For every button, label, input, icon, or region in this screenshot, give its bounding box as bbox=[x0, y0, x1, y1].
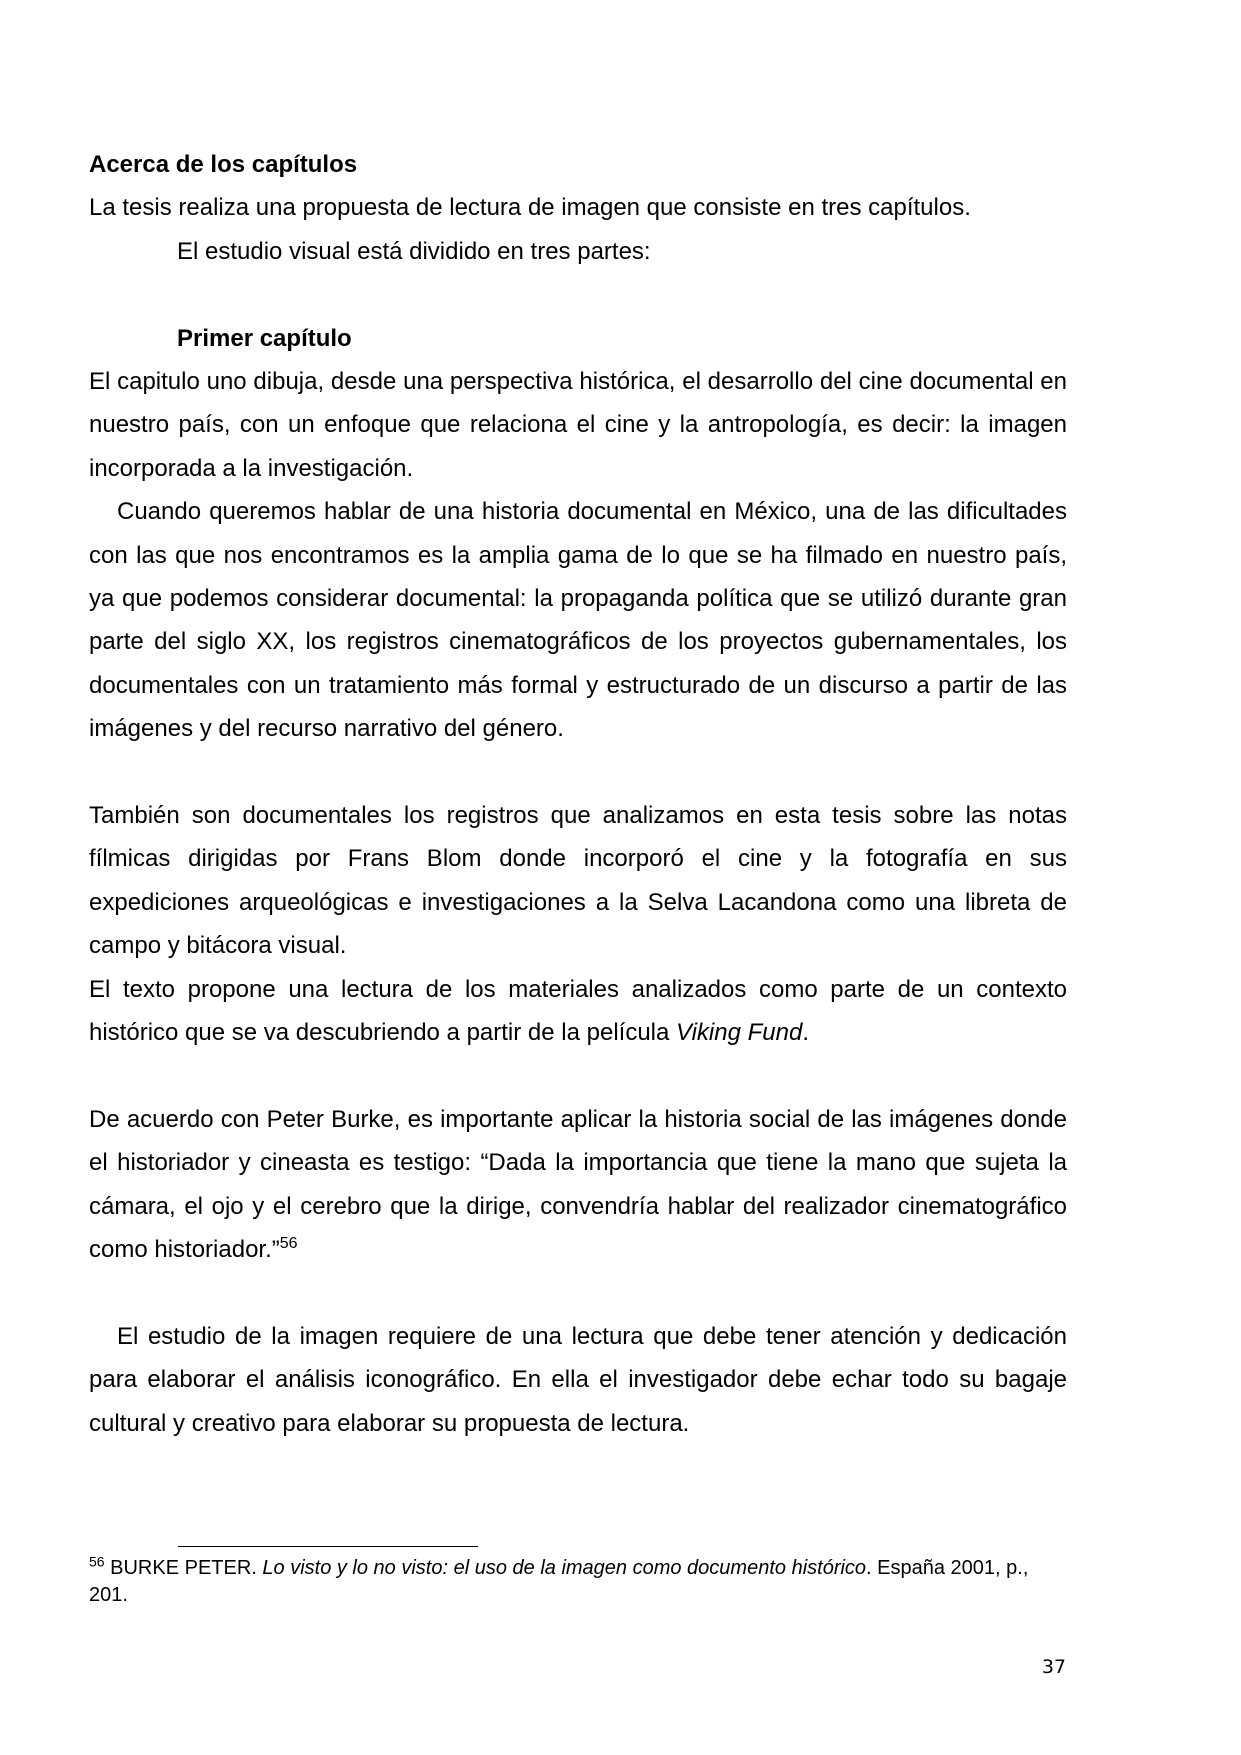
paragraph-4-text: El texto propone una lectura de los materiales analizados como parte de un contexto histórico que se va descubriendo a partir de la película bbox=[89, 975, 1067, 1047]
footnote-details: . España 2001, p., 201. bbox=[89, 1557, 1029, 1606]
paragraph-5-text: De acuerdo con Peter Burke, es importante aplicar la historia social de las imágenes donde el historiador y cineasta es testigo: “Dada la importancia que tiene la mano que sujeta la cámara, el ojo y el cerebro que la dirige, convendría hablar del realizador cinematográfico como historiador.” bbox=[89, 1105, 1067, 1264]
blank-line bbox=[89, 1272, 1067, 1315]
paragraph-2: Cuando queremos hablar de una historia documental en México, una de las dificultades con las que nos encontramos es la amplia gama de lo que se ha filmado en nuestro país, ya que podemos considerar documental: la propaganda política que se utilizó durante gran parte del siglo XX, los registros cinematográficos de los proyectos gubernamentales, los documentales con un tratamiento más formal y estructurado de un discurso a partir de las imágenes y del recurso narrativo del género. bbox=[89, 498, 1067, 743]
blank-line bbox=[89, 273, 1067, 316]
section-heading: Acerca de los capítulos bbox=[89, 151, 358, 178]
film-title: Viking Fund bbox=[676, 1019, 803, 1047]
intro-line-indented: El estudio visual está dividido en tres partes: bbox=[177, 237, 651, 265]
blank-line bbox=[89, 1055, 1067, 1098]
paragraph-4 bbox=[89, 968, 1067, 1055]
intro-line: La tesis realiza una propuesta de lectura de imagen que consiste en tres capítulos. bbox=[89, 194, 971, 222]
footnote-separator bbox=[178, 1546, 478, 1547]
paragraph-4-end: . bbox=[802, 1019, 809, 1047]
footnote-title: Lo visto y lo no visto: el uso de la imagen como documento histórico bbox=[262, 1557, 867, 1579]
paragraph-6: El estudio de la imagen requiere de una lectura que debe tener atención y dedicación para elaborar el análisis iconográfico. En ella el investigador debe echar todo su bagaje cultural y creativo para elaborar su propuesta de lectura. bbox=[89, 1322, 1067, 1437]
footnote-author: BURKE PETER. bbox=[104, 1557, 263, 1579]
body-text bbox=[89, 143, 1067, 1445]
blank-line bbox=[89, 751, 1067, 794]
footnote-number: 56 bbox=[89, 1553, 105, 1570]
paragraph-5 bbox=[89, 1098, 1067, 1272]
footnote-reference[interactable]: 56 bbox=[279, 1235, 298, 1253]
chapter-heading: Primer capítulo bbox=[177, 324, 352, 352]
footnote-text bbox=[89, 1555, 1067, 1609]
footnote bbox=[89, 1555, 1067, 1609]
page-number: 37 bbox=[1041, 1656, 1066, 1678]
paragraph-3: También son documentales los registros que analizamos en esta tesis sobre las notas fílmicas dirigidas por Frans Blom donde incorporó el cine y la fotografía en sus expediciones arqueológicas e investigaciones a la Selva Lacandona como una libreta de campo y bitácora visual. bbox=[89, 802, 1067, 960]
paragraph-1: El capitulo uno dibuja, desde una perspectiva histórica, el desarrollo del cine documental en nuestro país, con un enfoque que relaciona el cine y la antropología, es decir: la imagen incorporada a la investigación. bbox=[89, 368, 1067, 482]
